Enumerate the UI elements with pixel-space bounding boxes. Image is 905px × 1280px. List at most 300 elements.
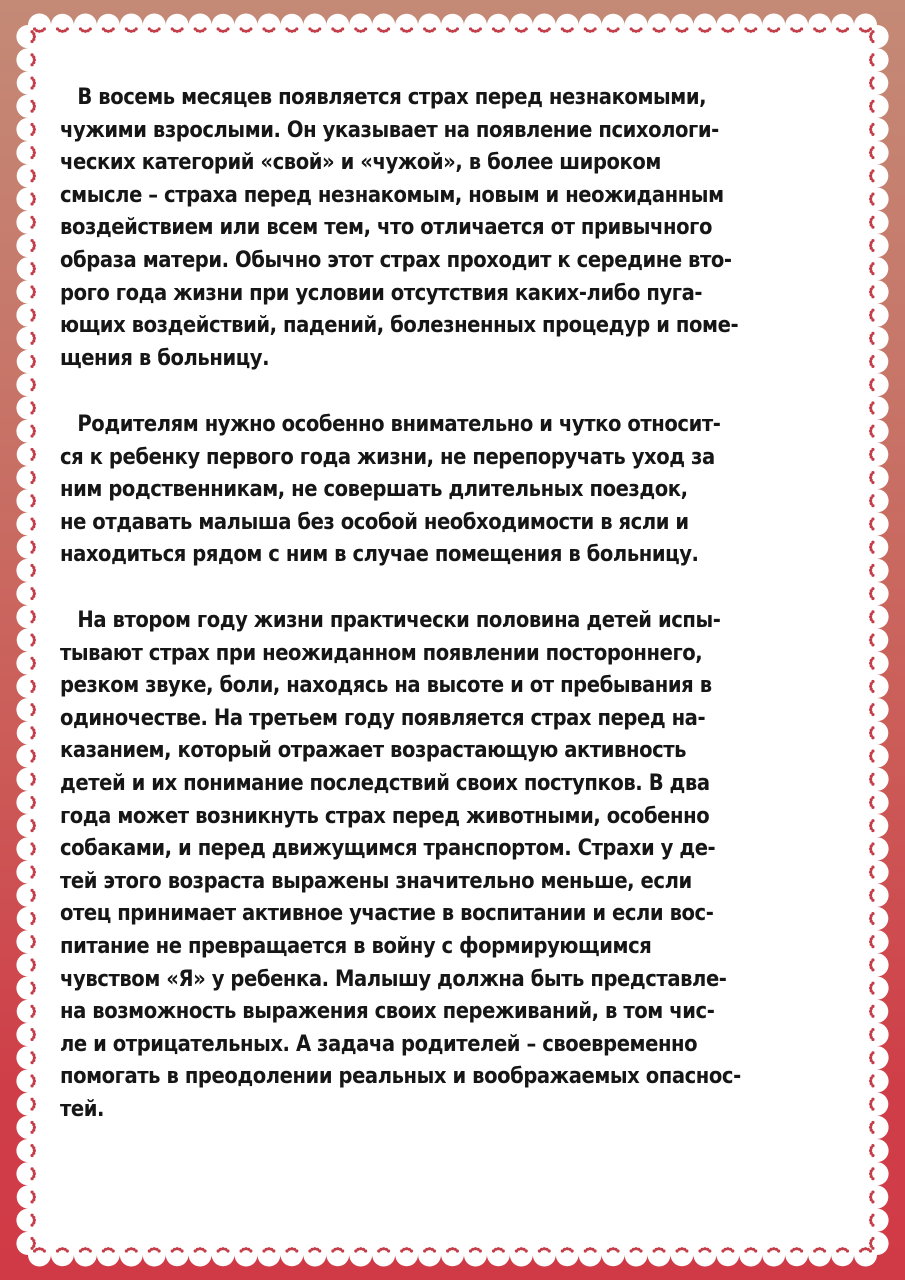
lace-dot <box>561 27 564 30</box>
lace-dot <box>32 612 35 615</box>
lace-dot <box>871 587 874 590</box>
lace-dot <box>33 58 36 61</box>
lace-dot <box>869 731 872 734</box>
lace-dot <box>387 1249 390 1252</box>
lace-dot <box>870 455 873 458</box>
lace-dot <box>30 620 33 623</box>
lace-dot <box>32 914 35 917</box>
lace-dot <box>870 571 873 574</box>
lace-dot <box>813 27 816 30</box>
lace-dot <box>30 829 33 832</box>
lace-dot <box>30 1247 33 1250</box>
lace-dot <box>130 1247 133 1250</box>
lace-dot <box>30 1200 33 1203</box>
lace-dot <box>871 77 874 80</box>
lace-dot <box>772 1247 775 1250</box>
lace-dot <box>130 30 133 33</box>
lace-dot <box>869 1033 872 1036</box>
lace-dot <box>30 388 33 391</box>
lace-dot <box>104 1248 107 1251</box>
lace-dot <box>869 824 872 827</box>
lace-dot <box>408 29 411 32</box>
lace-dot <box>33 987 36 990</box>
lace-dot <box>869 499 872 502</box>
lace-dot <box>32 1169 35 1172</box>
lace-dot <box>540 1248 543 1251</box>
lace-dot <box>30 759 33 762</box>
lace-dot <box>336 1247 339 1250</box>
lace-dot <box>32 1077 35 1080</box>
lace-dot <box>517 1248 520 1251</box>
lace-dot <box>871 517 874 520</box>
lace-dot <box>870 316 873 319</box>
lace-dot <box>153 30 156 33</box>
lace-dot <box>288 1248 291 1251</box>
lace-dot <box>589 1247 592 1250</box>
lace-dot <box>226 1249 229 1252</box>
lace-dot <box>219 1248 222 1251</box>
lace-dot <box>870 409 873 412</box>
lace-dot <box>30 86 33 89</box>
lace-dot <box>30 852 33 855</box>
lace-dot <box>871 610 874 613</box>
lace-dot <box>33 917 36 920</box>
text-line: чувством «Я» у ребенка. Малышу должна быть представле- <box>60 965 727 992</box>
lace-dot <box>32 125 35 128</box>
text-line: резком звуке, боли, находясь на высоте и от пребывания в <box>60 672 712 699</box>
lace-dot <box>89 1249 92 1252</box>
lace-dot <box>30 365 33 368</box>
lace-dot <box>56 27 59 30</box>
lace-dot <box>869 1103 872 1106</box>
lace-dot <box>30 1107 33 1110</box>
lace-dot <box>30 1015 33 1018</box>
lace-dot <box>33 1126 36 1129</box>
lace-dot <box>30 1177 33 1180</box>
lace-dot <box>33 685 36 688</box>
lace-dot <box>32 1239 35 1242</box>
lace-dot <box>586 1248 589 1251</box>
lace-dot <box>198 1247 201 1250</box>
text-line: В восемь месяцев появляется страх перед незнакомыми, <box>77 84 707 110</box>
lace-dot <box>30 411 33 414</box>
lace-dot <box>614 29 617 32</box>
lace-dot <box>838 1248 841 1251</box>
lace-dot <box>870 363 873 366</box>
lace-dot <box>32 172 35 175</box>
lace-dot <box>262 27 265 30</box>
lace-dot <box>32 1030 35 1033</box>
lace-dot <box>196 1248 199 1251</box>
lace-dot <box>798 29 801 32</box>
lace-dot <box>33 1056 36 1059</box>
lace-dot <box>38 1247 41 1250</box>
lace-dot <box>655 1248 658 1251</box>
lace-dot <box>32 984 35 987</box>
lace-dot <box>155 29 158 32</box>
lace-dot <box>30 597 33 600</box>
lace-dot <box>32 729 35 732</box>
lace-dot <box>30 968 33 971</box>
lace-dot <box>492 27 495 30</box>
lace-dot <box>30 156 33 159</box>
lace-dot <box>171 27 174 30</box>
paragraph-1 <box>60 81 843 374</box>
lace-dot <box>198 30 201 33</box>
lace-dot <box>61 1247 64 1250</box>
lace-dot <box>841 1247 844 1250</box>
lace-dot <box>33 499 36 502</box>
lace-dot <box>32 218 35 221</box>
lace-dot <box>525 1249 528 1252</box>
lace-dot <box>869 197 872 200</box>
lace-dot <box>678 1248 681 1251</box>
lace-dot <box>502 1249 505 1252</box>
lace-dot <box>871 262 874 265</box>
lace-dot <box>451 1247 454 1250</box>
lace-dot <box>871 332 874 335</box>
lace-dot <box>522 29 525 32</box>
lace-dot <box>870 432 873 435</box>
lace-dot <box>871 285 874 288</box>
lace-dot <box>639 1249 642 1252</box>
lace-dot <box>30 63 33 66</box>
lace-dot <box>32 102 35 105</box>
lace-dot <box>479 1249 482 1252</box>
lace-dot <box>33 453 36 456</box>
lace-dot <box>870 1105 873 1108</box>
lace-dot <box>823 1249 826 1252</box>
lace-dot <box>30 899 33 902</box>
lace-dot <box>870 989 873 992</box>
lace-dot <box>871 53 874 56</box>
lace-dot <box>871 657 874 660</box>
lace-dot <box>563 1248 566 1251</box>
lace-dot <box>30 1038 33 1041</box>
lace-dot <box>871 1190 874 1193</box>
lace-dot <box>32 473 35 476</box>
lace-dot <box>33 569 36 572</box>
lace-dot <box>861 1248 864 1251</box>
lace-dot <box>844 29 847 32</box>
lace-dot <box>30 922 33 925</box>
lace-dot <box>33 1149 36 1152</box>
lace-dot <box>112 1249 115 1252</box>
lace-dot <box>870 1175 873 1178</box>
lace-dot <box>869 476 872 479</box>
lace-dot <box>871 1028 874 1031</box>
lace-dot <box>520 30 523 33</box>
lace-dot <box>795 30 798 33</box>
lace-dot <box>870 827 873 830</box>
lace-dot <box>520 1247 523 1250</box>
lace-dot <box>869 453 872 456</box>
lace-dot <box>749 1247 752 1250</box>
lace-dot <box>800 1249 803 1252</box>
lace-dot <box>869 430 872 433</box>
lace-dot <box>33 1219 36 1222</box>
text-line: ся к ребенку первого года жизни, не перепоручать уход за <box>60 443 715 470</box>
lace-dot <box>871 448 874 451</box>
lace-dot <box>871 1098 874 1101</box>
text-line: года может возникнуть страх перед животными, особенно <box>60 802 710 829</box>
lace-dot <box>32 589 35 592</box>
lace-dot <box>869 267 872 270</box>
lace-dot <box>871 1144 874 1147</box>
lace-dot <box>32 520 35 523</box>
lace-dot <box>221 30 224 33</box>
lace-dot <box>870 1082 873 1085</box>
lace-dot <box>869 1149 872 1152</box>
lace-dot <box>701 1248 704 1251</box>
lace-dot <box>589 30 592 33</box>
lace-dot <box>499 29 502 32</box>
lace-dot <box>400 27 403 30</box>
lace-dot <box>456 1249 459 1252</box>
lace-dot <box>150 1248 153 1251</box>
lace-dot <box>721 27 724 30</box>
lace-dot <box>708 1249 711 1252</box>
lace-dot <box>869 105 872 108</box>
lace-dot <box>869 1079 872 1082</box>
lace-dot <box>870 107 873 110</box>
lace-dot <box>612 1247 615 1250</box>
lace-dot <box>32 427 35 430</box>
lace-dot <box>33 847 36 850</box>
lace-dot <box>32 1216 35 1219</box>
lace-dot <box>61 30 64 33</box>
lace-dot <box>869 406 872 409</box>
lace-dot <box>870 780 873 783</box>
lace-dot <box>173 1248 176 1251</box>
lace-dot <box>870 920 873 923</box>
text-line: не отдавать малыша без особой необходимости в ясли и <box>60 508 689 535</box>
lace-dot <box>43 1249 46 1252</box>
lace-dot <box>341 1249 344 1252</box>
lace-dot <box>870 618 873 621</box>
lace-dot <box>469 27 472 30</box>
lace-dot <box>41 29 44 32</box>
lace-dot <box>30 342 33 345</box>
lace-dot <box>30 1131 33 1134</box>
lace-dot <box>869 1219 872 1222</box>
lace-dot <box>33 894 36 897</box>
lace-dot <box>33 221 36 224</box>
lace-dot <box>871 982 874 985</box>
lace-dot <box>870 1059 873 1062</box>
lace-dot <box>869 360 872 363</box>
lace-dot <box>871 796 874 799</box>
lace-dot <box>634 30 637 33</box>
lace-dot <box>382 1247 385 1250</box>
lace-dot <box>32 195 35 198</box>
lace-dot <box>630 27 633 30</box>
lace-dot <box>267 30 270 33</box>
text-line: ющих воздействий, падений, болезненных процедур и поме- <box>60 312 739 339</box>
lace-dot <box>33 27 36 30</box>
lace-dot <box>726 1247 729 1250</box>
lace-dot <box>703 30 706 33</box>
lace-dot <box>33 662 36 665</box>
lace-dot <box>32 380 35 383</box>
lace-dot <box>32 891 35 894</box>
lace-dot <box>871 819 874 822</box>
lace-dot <box>32 705 35 708</box>
lace-dot <box>870 502 873 505</box>
lace-dot <box>871 1121 874 1124</box>
lace-dot <box>869 708 872 711</box>
lace-dot <box>869 917 872 920</box>
lace-dot <box>870 200 873 203</box>
lace-dot <box>870 548 873 551</box>
lace-dot <box>662 1249 665 1252</box>
lace-dot <box>870 896 873 899</box>
lace-dot <box>33 267 36 270</box>
lace-dot <box>543 1247 546 1250</box>
lace-dot <box>871 30 874 33</box>
lace-dot <box>249 1249 252 1252</box>
lace-dot <box>871 1214 874 1217</box>
lace-dot <box>703 1247 706 1250</box>
lace-dot <box>30 40 33 43</box>
text-line: детей и их понимание последствий своих поступков. В два <box>60 769 710 796</box>
lace-dot <box>157 1249 160 1252</box>
lace-dot <box>494 1248 497 1251</box>
lace-dot <box>405 1247 408 1250</box>
lace-dot <box>869 987 872 990</box>
lace-dot <box>869 569 872 572</box>
text-line: чужими взрослыми. Он указывает на появление психологи- <box>60 116 719 143</box>
lace-dot <box>33 1010 36 1013</box>
lace-dot <box>870 711 873 714</box>
lace-dot <box>870 1221 873 1224</box>
lace-dot <box>869 35 872 38</box>
lace-dot <box>870 247 873 250</box>
lace-dot <box>870 525 873 528</box>
lace-dot <box>871 1074 874 1077</box>
lace-dot <box>316 29 319 32</box>
lace-dot <box>148 27 151 30</box>
lace-dot <box>33 151 36 154</box>
lace-dot <box>203 1249 206 1252</box>
lace-dot <box>657 1247 660 1250</box>
lace-dot <box>871 726 874 729</box>
lace-dot <box>869 313 872 316</box>
lace-dot <box>870 1036 873 1039</box>
lace-dot <box>102 27 105 30</box>
lace-dot <box>354 27 357 30</box>
lace-dot <box>864 30 867 33</box>
lace-dot <box>869 546 872 549</box>
lace-dot <box>308 27 311 30</box>
lace-dot <box>33 1079 36 1082</box>
lace-dot <box>731 1249 734 1252</box>
lace-dot <box>221 1247 224 1250</box>
lace-dot <box>870 1198 873 1201</box>
lace-dot <box>30 1154 33 1157</box>
lace-dot <box>568 29 571 32</box>
lace-dot <box>30 504 33 507</box>
lace-dot <box>32 682 35 685</box>
lace-dot <box>870 339 873 342</box>
lace-dot <box>869 638 872 641</box>
lace-dot <box>86 29 89 32</box>
lace-dot <box>35 1248 38 1251</box>
lace-dot <box>30 550 33 553</box>
lace-dot <box>870 1128 873 1131</box>
lace-dot <box>869 801 872 804</box>
lace-dot <box>364 1249 367 1252</box>
lace-dot <box>240 27 243 30</box>
lace-dot <box>32 450 35 453</box>
lace-dot <box>33 360 36 363</box>
lace-dot <box>30 272 33 275</box>
lace-dot <box>30 690 33 693</box>
lace-dot <box>871 750 874 753</box>
lace-dot <box>841 30 844 33</box>
lace-dot <box>871 889 874 892</box>
lace-dot <box>871 935 874 938</box>
lace-dot <box>405 30 408 33</box>
lace-dot <box>176 30 179 33</box>
lace-dot <box>609 1248 612 1251</box>
lace-dot <box>431 29 434 32</box>
lace-dot <box>795 1247 798 1250</box>
lace-dot <box>290 1247 293 1250</box>
lace-dot <box>584 27 587 30</box>
lace-dot <box>423 27 426 30</box>
lace-dot <box>32 868 35 871</box>
lace-dot <box>265 1248 268 1251</box>
lace-dot <box>769 1248 772 1251</box>
lace-dot <box>30 713 33 716</box>
lace-dot <box>244 30 247 33</box>
paragraph-2 <box>60 408 843 571</box>
lace-dot <box>359 30 362 33</box>
lace-dot <box>859 27 862 30</box>
lace-dot <box>616 1249 619 1252</box>
lace-dot <box>612 30 615 33</box>
lace-dot <box>132 29 135 32</box>
lace-dot <box>869 290 872 293</box>
lace-dot <box>871 773 874 776</box>
lace-dot <box>448 1248 451 1251</box>
lace-dot <box>818 1247 821 1250</box>
lace-dot <box>30 249 33 252</box>
lace-dot <box>425 1248 428 1251</box>
lace-dot <box>33 290 36 293</box>
lace-dot <box>752 29 755 32</box>
lace-dot <box>870 84 873 87</box>
lace-dot <box>446 27 449 30</box>
lace-dot <box>30 643 33 646</box>
lace-dot <box>242 1248 245 1251</box>
lace-dot <box>32 566 35 569</box>
lace-dot <box>382 30 385 33</box>
lace-dot <box>33 592 36 595</box>
lace-dot <box>706 29 709 32</box>
text-line: ческих категорий «свой» и «чужой», в более широком <box>60 149 661 176</box>
lace-dot <box>869 778 872 781</box>
lace-dot <box>729 29 732 32</box>
lace-dot <box>33 197 36 200</box>
lace-dot <box>637 29 640 32</box>
lace-dot <box>194 27 197 30</box>
lace-dot <box>871 239 874 242</box>
lace-dot <box>32 961 35 964</box>
lace-dot <box>869 1010 872 1013</box>
lace-dot <box>267 1247 270 1250</box>
